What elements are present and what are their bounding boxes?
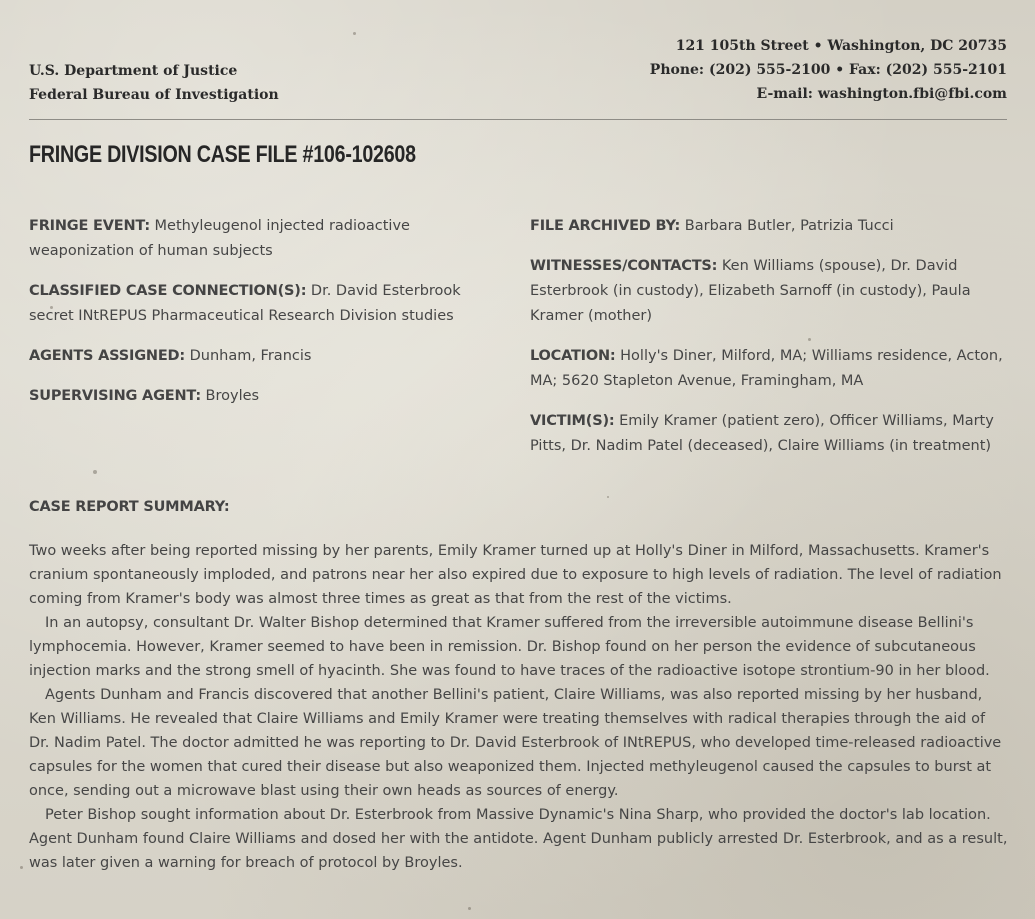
summary-paragraph: In an autopsy, consultant Dr. Walter Bishop determined that Kramer suffered from the irreversible autoimmune disease Bellini's lymphocemia. However, Kramer seemed to have been in remission. Dr. Bishop found on her person the evidence of subcutaneous injection marks and the strong smell of hyacinth. She was found to have traces of the radioactive isotope strontium-90 in her blood. [29,615,990,679]
field-value: Emily Kramer (patient zero), Officer Williams, Marty Pitts, Dr. Nadim Patel (deceased), Claire Williams (in treatment) [530,413,994,454]
field-victims [530,409,1008,459]
field-agents-assigned [29,344,499,369]
field-label: WITNESSES/CONTACTS: [530,258,718,274]
field-witnesses-contacts [530,254,1008,329]
field-label: FILE ARCHIVED BY: [530,218,681,234]
contact-block [650,34,1007,106]
paper-speck [20,866,23,869]
agency-department: U.S. Department of Justice [29,63,238,79]
field-supervising-agent [29,384,499,409]
contact-email: E-mail: washington.fbi@fbi.com [756,86,1007,102]
letterhead [29,30,1007,120]
summary-paragraph: Agents Dunham and Francis discovered that another Bellini's patient, Claire Williams, was also reported missing by her husband, Ken Williams. He revealed that Claire Williams and Emily Kramer were treating themselves with radical therapies through the aid of Dr. Nadim Patel. The doctor admitted he was reporting to Dr. David Esterbrook of INtREPUS, who developed time-released radioactive capsules for the women that cured their disease but also weaponized them. Injected methyleugenol caused the capsules to burst at once, sending out a microwave blast using their own heads as sources of energy. [29,687,1002,799]
field-value: Dunham, Francis [189,348,312,364]
summary-paragraph: Two weeks after being reported missing by her parents, Emily Kramer turned up at Holly's Diner in Milford, Massachusetts. Kramer's cranium spontaneously imploded, and patrons near her also expired due to exposure to high levels of radiation. The level of radiation coming from Kramer's body was almost three times as great as that from the rest of the victims. [29,543,1002,607]
field-file-archived-by [530,214,1008,239]
field-label: LOCATION: [530,348,616,364]
right-field-column [530,214,1008,474]
case-report-summary-heading: CASE REPORT SUMMARY: [29,499,230,515]
paper-speck [808,338,811,341]
letterhead-divider [29,119,1007,120]
contact-address: 121 105th Street • Washington, DC 20735 [675,38,1007,54]
field-value: Broyles [205,388,260,404]
field-fringe-event [29,214,499,264]
paper-speck [607,496,609,498]
field-label: CLASSIFIED CASE CONNECTION(S): [29,283,307,299]
field-label: SUPERVISING AGENT: [29,388,201,404]
field-label: VICTIM(S): [530,413,615,429]
field-value: Ken Williams (spouse), Dr. David Esterbrook (in custody), Elizabeth Sarnoff (in custody), Paula Kramer (mother) [530,258,971,324]
paper-speck [50,306,53,309]
case-file-title: FRINGE DIVISION CASE FILE #106-102608 [29,141,416,168]
contact-phone-fax: Phone: (202) 555-2100 • Fax: (202) 555-2101 [649,62,1007,78]
field-value: Holly's Diner, Milford, MA; Williams residence, Acton, MA; 5620 Stapleton Avenue, Framingham, MA [530,348,1003,389]
paper-speck [468,907,471,910]
paper-speck [93,470,97,474]
field-location [530,344,1008,394]
summary-paragraph: Peter Bishop sought information about Dr. Esterbrook from Massive Dynamic's Nina Sharp, who provided the doctor's lab location. Agent Dunham found Claire Williams and dosed her with the antidote. Agent Dunham publicly arrested Dr. Esterbrook, and as a result, was later given a warning for breach of protocol by Broyles. [29,807,1008,871]
agency-block [29,59,279,107]
field-value: Dr. David Esterbrook secret INtREPUS Pharmaceutical Research Division studies [29,283,461,324]
agency-bureau: Federal Bureau of Investigation [29,87,279,103]
case-report-summary [29,539,1009,875]
field-classified-case-connection [29,279,499,329]
paper-speck [353,32,356,35]
field-label: FRINGE EVENT: [29,218,150,234]
field-value: Methyleugenol injected radioactive weaponization of human subjects [29,218,410,259]
field-label: AGENTS ASSIGNED: [29,348,185,364]
field-value: Barbara Butler, Patrizia Tucci [684,218,894,234]
left-field-column [29,214,499,424]
